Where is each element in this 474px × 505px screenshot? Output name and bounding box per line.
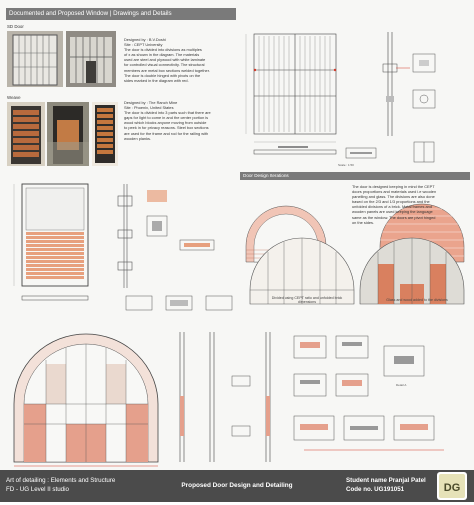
sd-door-photo-1: [7, 31, 63, 87]
sd-door-drawings: [238, 24, 470, 170]
page-title: Documented and Proposed Window | Drawings and Details: [6, 8, 236, 20]
section-label-sd-door: SD Door: [7, 24, 24, 29]
footer: [0, 470, 474, 502]
section-label-weave: Weave: [7, 95, 21, 100]
detail-label: Detail A: [396, 383, 407, 387]
footer-course: Art of detailing : Elements and Structure FD - UG Level II studio: [6, 477, 116, 493]
studio-logo-icon: [437, 472, 467, 500]
iteration-description: The door is designed keeping in mind the CEPT doors proportions and materials used i.e wooden panelling and glass. The divisions are also done based on the 2/3 and 1/3 proportions and the unfolded divisions of a brick. Metal frames and wooden panels are used keeping the language same as the window. The doors are pivot hinged on the sides.: [352, 184, 437, 225]
caption-iteration-b: Glass and wood added to the divisions: [386, 298, 448, 302]
footer-student: Student name Pranjal Patel Code no. UG191051: [346, 477, 426, 493]
weave-door-drawings: [6, 176, 238, 318]
proposed-door-drawings: [4, 326, 470, 468]
footer-project-title: Proposed Door Design and Detailing: [181, 482, 293, 489]
weave-description: Designed by : The Ranch Mine Site : Phoenix, United States The door is divided into 3 parts such that there are gaps for light to come in and the center portion is wood which blocks anyone moving from outside to peek in for privacy reasons. Steel box sections are used for the frame and rod for the railing with wooden planks.: [124, 100, 211, 141]
weave-photo-1: [7, 102, 45, 166]
weave-photo-3: [92, 102, 118, 166]
section-label-iterations: Door Design Iterations: [240, 172, 470, 180]
caption-iteration-a: Divided using CEPT ratio and unfolded brick dimensions: [271, 296, 343, 305]
svg-text:DG: DG: [443, 482, 461, 494]
sd-door-description: Designed by : B.V.Doshi Site : CEPT University The door is divided into divisions as multiples of x as shown in the diagram. The materials used are steel and plywood with white laminate for controlled visual connectivity. The structural members are metal box sections welded together. The door is double hinged with pivots on the sides marked in the diagram with red.: [124, 37, 210, 83]
scale-label: Scale : 1:50: [338, 163, 354, 167]
sd-door-photo-2: [66, 31, 116, 87]
weave-photo-2: [47, 102, 89, 166]
